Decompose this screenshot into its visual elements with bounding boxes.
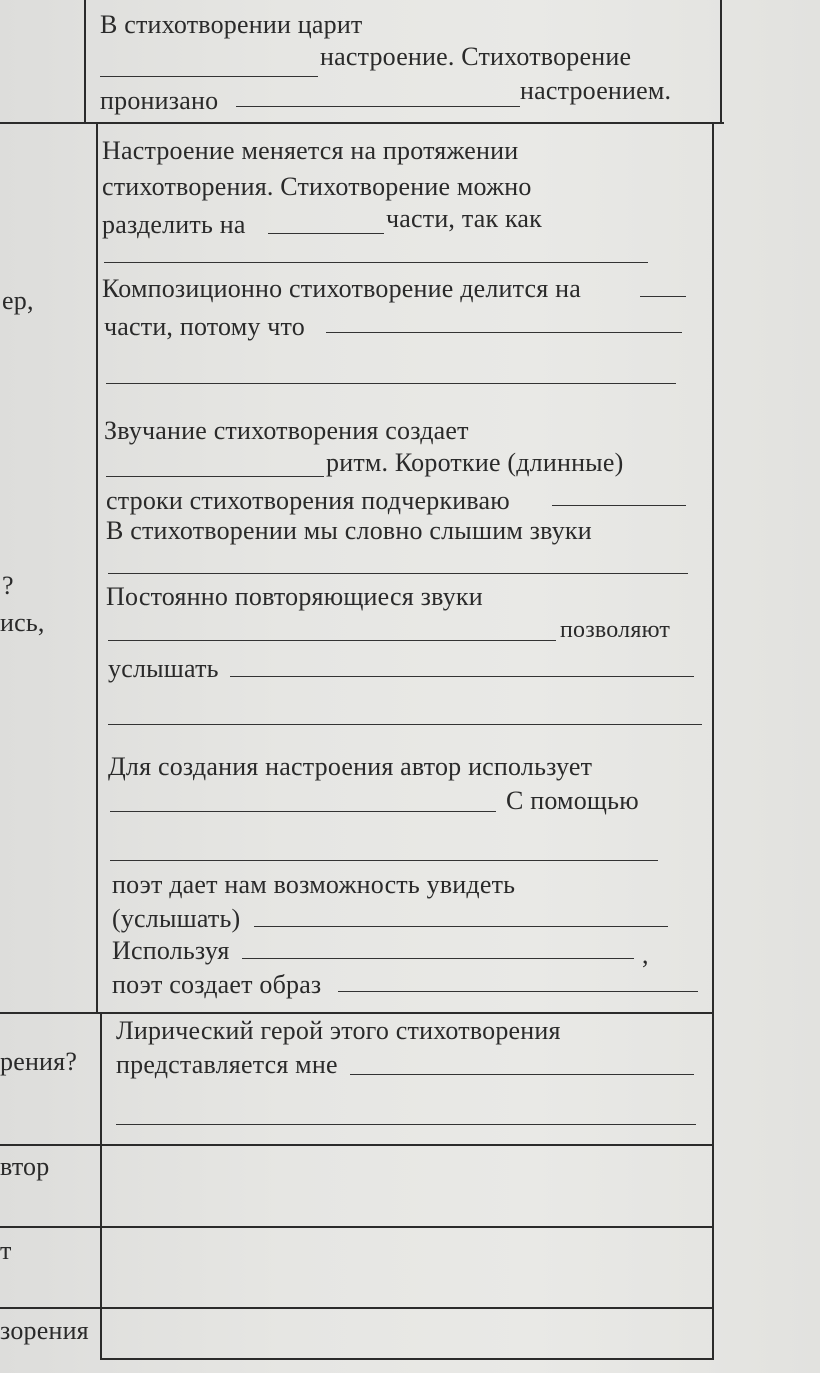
repeat-blank-hear-1[interactable] <box>230 676 694 677</box>
row-rule <box>0 1307 714 1309</box>
means-blank-devices[interactable] <box>110 811 496 812</box>
change-blank-parts[interactable] <box>268 233 384 234</box>
left-cut-text: втор <box>0 1152 50 1181</box>
mood-blank-2[interactable] <box>236 106 520 107</box>
sound-blank-emphasis[interactable] <box>552 505 686 506</box>
mood-blank-1[interactable] <box>100 76 318 77</box>
repeat-line-2: позволяют <box>560 617 671 643</box>
mood-line-3: пронизано <box>100 86 219 115</box>
table-right-border <box>712 124 714 1360</box>
left-cut-text: ? <box>2 571 14 600</box>
change-line-3b: части, так как <box>386 204 542 233</box>
left-cut-text: рения? <box>0 1047 78 1076</box>
means-blank-image[interactable] <box>338 991 698 992</box>
means-line-1: Для создания настроения автор использует <box>108 752 593 781</box>
change-line-3a: разделить на <box>102 210 246 239</box>
mood-line-1: В стихотворении царит <box>100 10 363 39</box>
sound-line-3: строки стихотворения подчеркиваю <box>106 486 510 515</box>
means-comma: , <box>642 940 649 969</box>
repeat-line-3: услышать <box>108 654 219 683</box>
means-line-4: (услышать) <box>112 904 241 933</box>
sound-line-4: В стихотворении мы словно слышим звуки <box>106 516 592 545</box>
hero-blank-2[interactable] <box>116 1124 696 1125</box>
means-line-6: поэт создает образ <box>112 970 322 999</box>
column-divider <box>84 0 86 124</box>
means-blank-see[interactable] <box>254 926 668 927</box>
change-blank-reason[interactable] <box>104 262 648 263</box>
means-blank-with[interactable] <box>110 860 658 861</box>
column-divider <box>96 124 98 1014</box>
change-line-2: стихотворения. Стихотворение можно <box>102 172 532 201</box>
row-rule <box>0 1012 714 1014</box>
hero-line-1: Лирический герой этого стихотворения <box>116 1016 561 1045</box>
row-rule <box>100 1358 714 1360</box>
left-cut-text: зорения <box>0 1316 89 1345</box>
table-right-border <box>720 0 722 124</box>
left-cut-text: ись, <box>0 608 45 637</box>
composition-blank-reason-1[interactable] <box>326 332 682 333</box>
change-line-1: Настроение меняется на протяжении <box>102 136 519 165</box>
means-line-2: С помощью <box>506 786 639 815</box>
sound-blank-rhythm[interactable] <box>106 476 324 477</box>
mood-line-4: настроением. <box>520 76 672 105</box>
row-rule <box>0 1226 714 1228</box>
means-line-3: поэт дает нам возможность увидеть <box>112 870 516 899</box>
sound-line-1: Звучание стихотворения создает <box>104 416 469 445</box>
hero-line-2: представляется мне <box>116 1050 338 1079</box>
left-cut-text: т <box>0 1236 12 1265</box>
means-line-5: Используя <box>112 936 230 965</box>
sound-blank-heard[interactable] <box>108 573 688 574</box>
composition-blank-reason-2[interactable] <box>106 383 676 384</box>
hero-blank-1[interactable] <box>350 1074 694 1075</box>
mood-line-2: настроение. Стихотворение <box>320 42 632 71</box>
repeat-line-1: Постоянно повторяющиеся звуки <box>106 582 483 611</box>
row-rule <box>0 1144 714 1146</box>
repeat-blank-hear-2[interactable] <box>108 724 702 725</box>
repeat-blank-sounds[interactable] <box>108 640 556 641</box>
means-blank-using[interactable] <box>242 958 634 959</box>
composition-blank-count[interactable] <box>640 296 686 297</box>
row-rule <box>0 122 724 124</box>
composition-line-2: части, потому что <box>104 312 305 341</box>
sound-line-2: ритм. Короткие (длинные) <box>326 448 624 477</box>
left-cut-text: ер, <box>2 286 34 315</box>
composition-line-1: Композиционно стихотворение делится на <box>102 274 582 303</box>
